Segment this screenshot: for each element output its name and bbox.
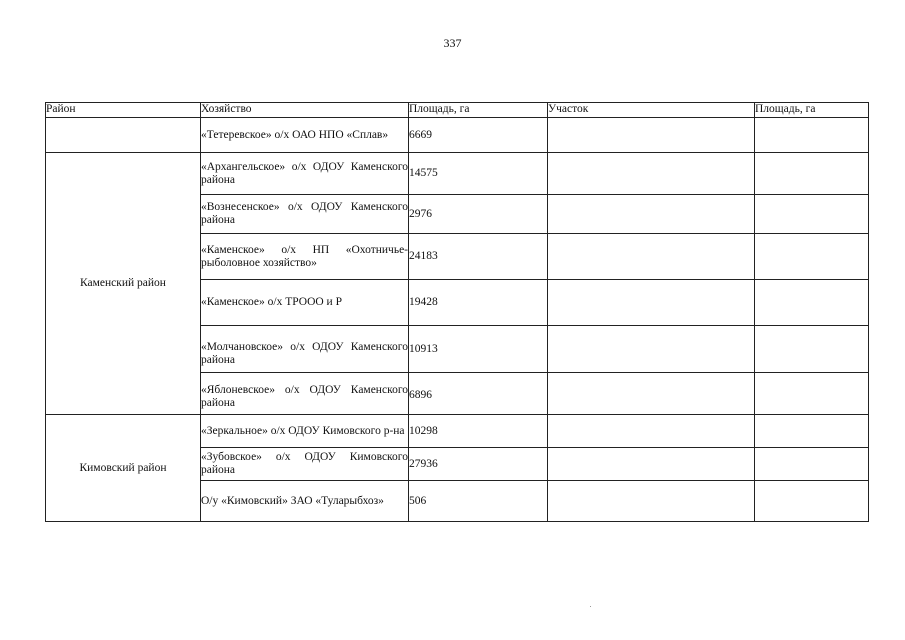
scan-speck [590,606,591,607]
table-row [46,153,869,195]
table-row [46,415,869,448]
header-farm: Хозяйство [201,103,409,118]
plot-cell [548,415,755,448]
area-cell: 6896 [409,373,548,415]
district-cell [46,118,201,153]
area-cell: 27936 [409,448,548,481]
plot-area-cell [755,118,869,153]
plot-cell [548,481,755,522]
farm-cell: «Зеркальное» о/х ОДОУ Кимовского р-на [201,415,409,448]
header-district: Район [46,103,201,118]
farm-cell: «Тетеревское» о/х ОАО НПО «Сплав» [201,118,409,153]
area-cell: 506 [409,481,548,522]
plot-cell [548,234,755,280]
farm-cell: «Молчановское» о/х ОДОУ Каменского района [201,326,409,373]
hunting-farms-table [45,102,869,522]
plot-area-cell [755,153,869,195]
area-cell: 2976 [409,195,548,234]
table-row [46,118,869,153]
area-cell: 10913 [409,326,548,373]
table-header-row [46,103,869,118]
plot-area-cell [755,195,869,234]
district-cell: Кимовский район [46,415,201,522]
plot-area-cell [755,481,869,522]
plot-cell [548,195,755,234]
farm-cell: «Архангельское» о/х ОДОУ Каменского района [201,153,409,195]
header-area: Площадь, га [409,103,548,118]
plot-area-cell [755,373,869,415]
plot-cell [548,373,755,415]
plot-cell [548,326,755,373]
plot-cell [548,448,755,481]
plot-area-cell [755,234,869,280]
plot-cell [548,153,755,195]
area-cell: 24183 [409,234,548,280]
header-plot-area: Площадь, га [755,103,869,118]
header-plot: Участок [548,103,755,118]
district-cell: Каменский район [46,153,201,415]
plot-area-cell [755,280,869,326]
farm-cell: О/у «Кимовский» ЗАО «Туларыбхоз» [201,481,409,522]
plot-area-cell [755,326,869,373]
farm-cell: «Яблоневское» о/х ОДОУ Каменского района [201,373,409,415]
area-cell: 10298 [409,415,548,448]
plot-cell [548,280,755,326]
farm-cell: «Каменское» о/х ТРООО и Р [201,280,409,326]
farm-cell: «Зубовское» о/х ОДОУ Кимовского района [201,448,409,481]
area-cell: 19428 [409,280,548,326]
plot-area-cell [755,448,869,481]
area-cell: 14575 [409,153,548,195]
plot-cell [548,118,755,153]
farm-cell: «Каменское» о/х НП «Охотничье-рыболовное хозяйство» [201,234,409,280]
farm-cell: «Вознесенское» о/х ОДОУ Каменского района [201,195,409,234]
page-number: 337 [443,36,462,50]
plot-area-cell [755,415,869,448]
area-cell: 6669 [409,118,548,153]
